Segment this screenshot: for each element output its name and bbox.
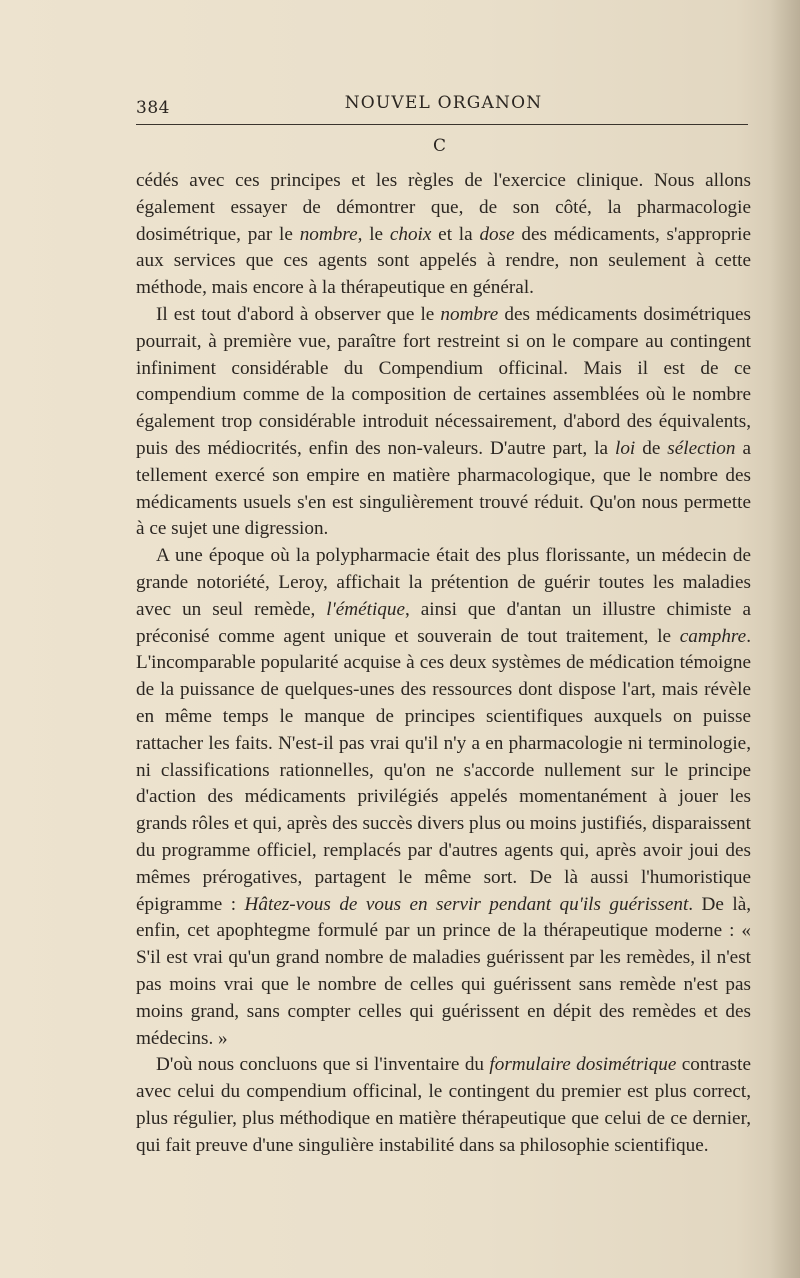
running-title: NOUVEL ORGANON [344, 93, 543, 113]
italic-text: nombre [440, 303, 499, 325]
paragraph [136, 1052, 751, 1159]
paragraph [136, 302, 751, 543]
italic-text: Hâtez-vous de vous en servir pendant qu'ils guérissent [244, 893, 689, 915]
page-edge-shadow [770, 0, 800, 1278]
text-run: Il est tout d'abord à observer que le [156, 303, 441, 325]
italic-text: formulaire dosimétrique [489, 1054, 677, 1076]
text-run: a tellement exercé son empire en matière pharmacologique, que le nombre des médicaments usuels s'en est singulièrement trouvé réduit. Qu'on nous permette à ce sujet une digression. [136, 437, 751, 540]
italic-text: nombre [299, 223, 358, 245]
paragraph [136, 168, 751, 302]
text-run: D'où nous concluons que si l'inventaire du [156, 1054, 490, 1076]
signature-mark: C [432, 136, 447, 156]
running-header [136, 90, 751, 120]
text-run: des médicaments, s'approprie aux services que ces agents sont appelés à rendre, non seulement à cette méthode, mais encore à la thérapeutique en général. [136, 223, 752, 299]
header-rule [136, 124, 748, 125]
italic-text: camphre [679, 625, 747, 647]
italic-text: l'émétique [326, 598, 405, 620]
text-run: contraste avec celui du compendium officinal, le contingent du premier est plus correct, plus régulier, plus méthodique en matière thérapeutique que celui de ce dernier, qui fait preuve d'une singulière instabilité dans sa philosophie scientifique. [136, 1054, 751, 1156]
text-run: . De là, enfin, cet apophtegme formulé par un prince de la thérapeutique moderne : « S'il est vrai qu'un grand nombre de maladies guérissent par les remèdes, il n'est pas moins vrai que le nombre de celles qui guérissent sans remède n'est pas moins grand, sans compter celles qui guérissent en dépit des remèdes et des médecins. » [136, 893, 752, 1049]
text-run: . L'incomparable popularité acquise à ces deux systèmes de médication témoigne de la puissance de quelques-unes des ressources dont dispose l'art, mais révèle en même temps le manque de principes scientifiques auxquels on puisse rattacher les faits. N'est-il pas vrai qu'il n'y a en pharmacologie ni terminologie, ni classifications rationnelles, qu'on ne s'accorde nullement sur le principe d'action des médicaments privilégiés appelés momentanément à jouer les grands rôles et qui, après des succès divers plus ou moins justifiés, disparaissent du programme officiel, remplacés par d'autres agents qui, après avoir joui des mêmes prérogatives, partagent le même sort. De là aussi l'humoristique épigramme : [136, 625, 751, 915]
text-run: , le [357, 223, 390, 245]
italic-text: sélection [667, 437, 736, 459]
italic-text: choix [389, 223, 432, 245]
italic-text: dose [479, 223, 515, 245]
body-text [136, 168, 751, 1159]
text-run: des médicaments dosimétriques pourrait, à première vue, paraître fort restreint si on le compare au contingent infiniment considérable du Compendium officinal. Mais il est de ce compendium comme de la composition de certaines assemblées où le nombre également trop considérable introduit nécessairement, d'abord des équivalents, puis des médiocrités, enfin des non-valeurs. D'autre part, la [136, 303, 751, 459]
paragraph [136, 543, 751, 1052]
italic-text: loi [615, 437, 636, 459]
text-run: A une époque où la polypharmacie était des plus florissante, un médecin de grande notoriété, Leroy, affichait la prétention de guérir toutes les maladies avec un seul remède, [136, 545, 751, 620]
text-run: cédés avec ces principes et les règles de l'exercice clinique. Nous allons également essayer de démontrer que, de son côté, la pharmacologie dosimétrique, par le [136, 170, 751, 245]
text-run: , ainsi que d'antan un illustre chimiste a préconisé comme agent unique et souverain de tout traitement, le [136, 598, 751, 647]
text-run: et la [431, 223, 480, 245]
text-run: de [635, 437, 668, 459]
page-number: 384 [136, 98, 170, 118]
